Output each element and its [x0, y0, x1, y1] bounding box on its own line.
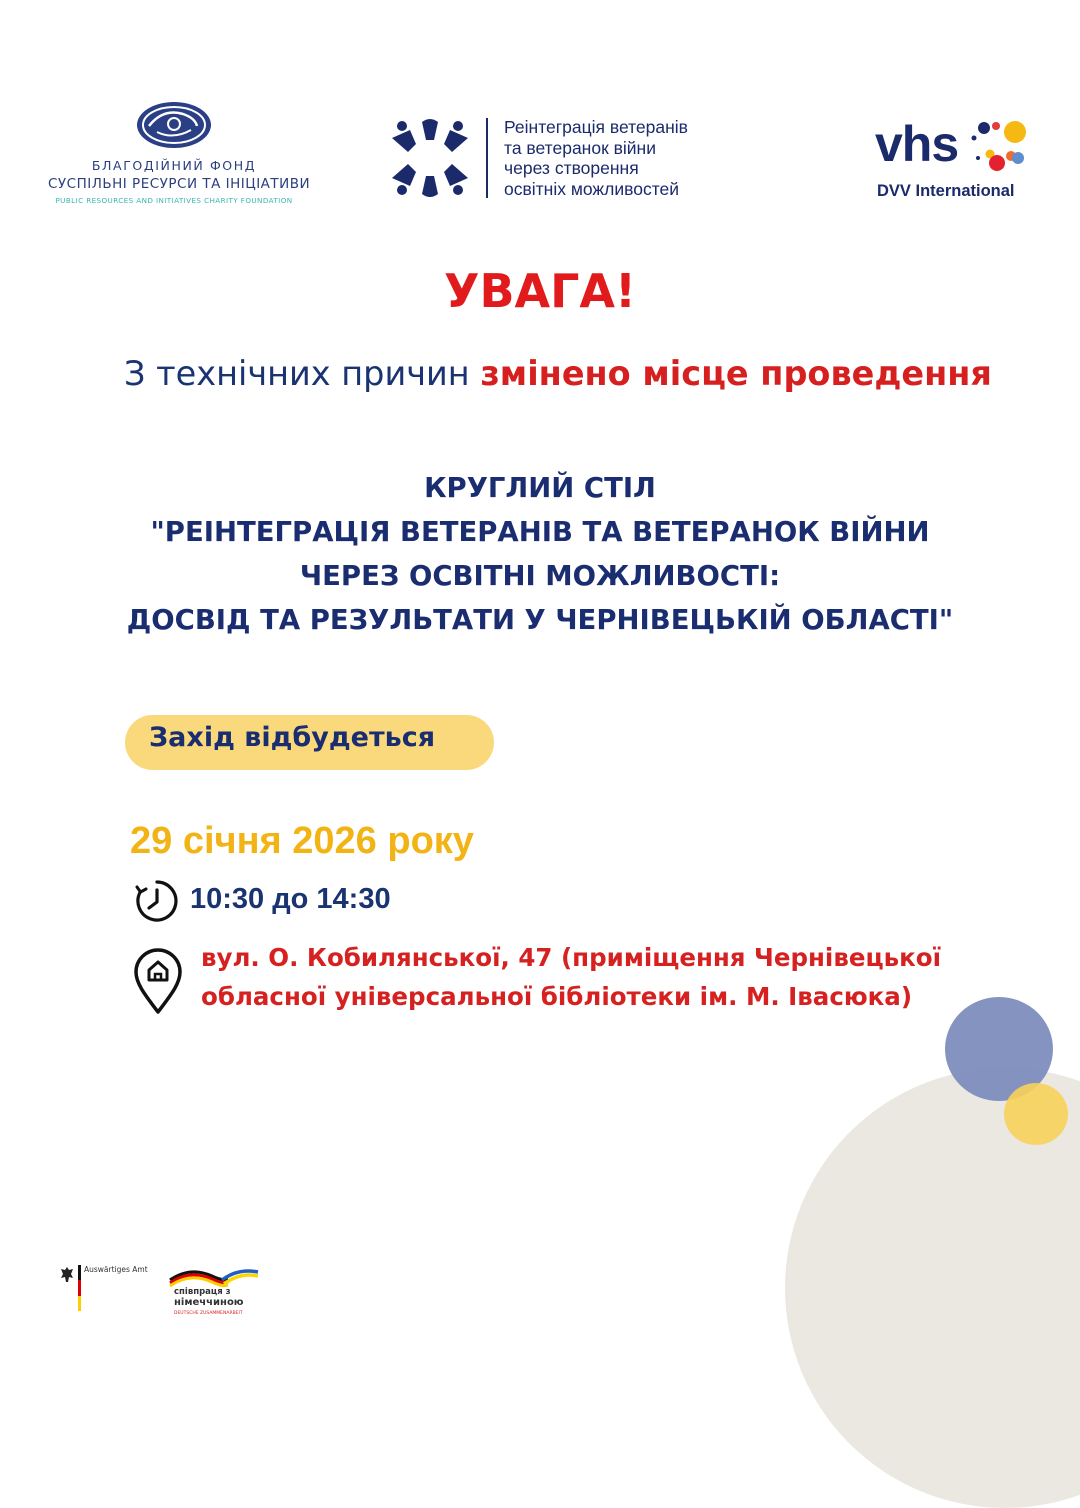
event-address-row [132, 938, 1012, 1018]
foundation-logo-line3: PUBLIC RESOURCES AND INITIATIVES CHARITY FOUNDATION [55, 196, 293, 205]
event-address-line: вул. О. Кобилянської, 47 (приміщення Чернівецької [201, 943, 941, 972]
vhs-wordmark: vhs [875, 116, 959, 172]
event-time: 10:30 до 14:30 [190, 883, 391, 915]
people-circle-icon [388, 116, 472, 200]
event-title-line: ДОСВІД ТА РЕЗУЛЬТАТИ У ЧЕРНІВЕЦЬКІЙ ОБЛАСТІ" [126, 604, 954, 636]
event-title-line: КРУГЛИЙ СТІЛ [424, 472, 656, 504]
event-address [201, 938, 941, 1016]
clock-icon [134, 878, 180, 924]
event-date: 29 січня 2026 року [130, 820, 474, 862]
cooperation-line3: DEUTSCHE ZUSAMMENARBEIT [174, 1311, 243, 1316]
vhs-dots-icon [964, 116, 1036, 182]
german-flag-bar-icon [78, 1265, 81, 1311]
badge-label: Захід відбудеться [149, 722, 436, 753]
event-address-line: обласної універсальної бібліотеки ім. М. Івасюка) [201, 982, 913, 1011]
eagle-icon [60, 1266, 74, 1284]
foundation-logo [48, 100, 311, 210]
location-pin-icon [132, 946, 184, 1016]
foundation-logo-line1: БЛАГОДІЙНИЙ ФОНД [91, 158, 257, 173]
event-will-take-place-badge [125, 715, 494, 770]
attention-headline: УВАГА! [443, 264, 637, 318]
vhs-subtitle: DVV International [877, 182, 1015, 200]
notice-highlight: змінено місце проведення [480, 354, 992, 393]
auswaertiges-amt-logo [58, 1264, 148, 1314]
cooperation-line2: німеччиною [174, 1297, 244, 1308]
decorative-circle-yellow [1004, 1083, 1068, 1145]
cooperation-line1: співпраця з [174, 1287, 231, 1297]
project-logo-divider [486, 118, 488, 198]
project-logo-line: та ветеранок війни [504, 137, 656, 158]
foundation-emblem-icon [135, 100, 213, 150]
project-logo-line: Реінтеграція ветеранів [504, 117, 688, 137]
foundation-logo-line2: СУСПІЛЬНІ РЕСУРСИ ТА ІНІЦІАТИВИ [48, 176, 311, 192]
event-title-line: "РЕІНТЕГРАЦІЯ ВЕТЕРАНІВ ТА ВЕТЕРАНОК ВІЙНИ [150, 516, 930, 548]
auswaertiges-amt-text: Auswärtiges Amt [84, 1265, 148, 1274]
venue-change-notice [0, 354, 1080, 393]
project-logo-line: освітніх можливостей [504, 178, 680, 199]
vhs-dvv-logo [872, 116, 1034, 206]
project-logo [388, 116, 728, 202]
event-title [0, 466, 1080, 642]
notice-prefix: З технічних причин [124, 354, 470, 393]
cooperation-germany-logo [166, 1264, 262, 1320]
project-logo-line: через створення [504, 158, 639, 178]
flag-ribbon-icon [166, 1264, 262, 1288]
event-title-line: ЧЕРЕЗ ОСВІТНІ МОЖЛИВОСТІ: [299, 560, 781, 592]
project-logo-text [504, 117, 688, 199]
